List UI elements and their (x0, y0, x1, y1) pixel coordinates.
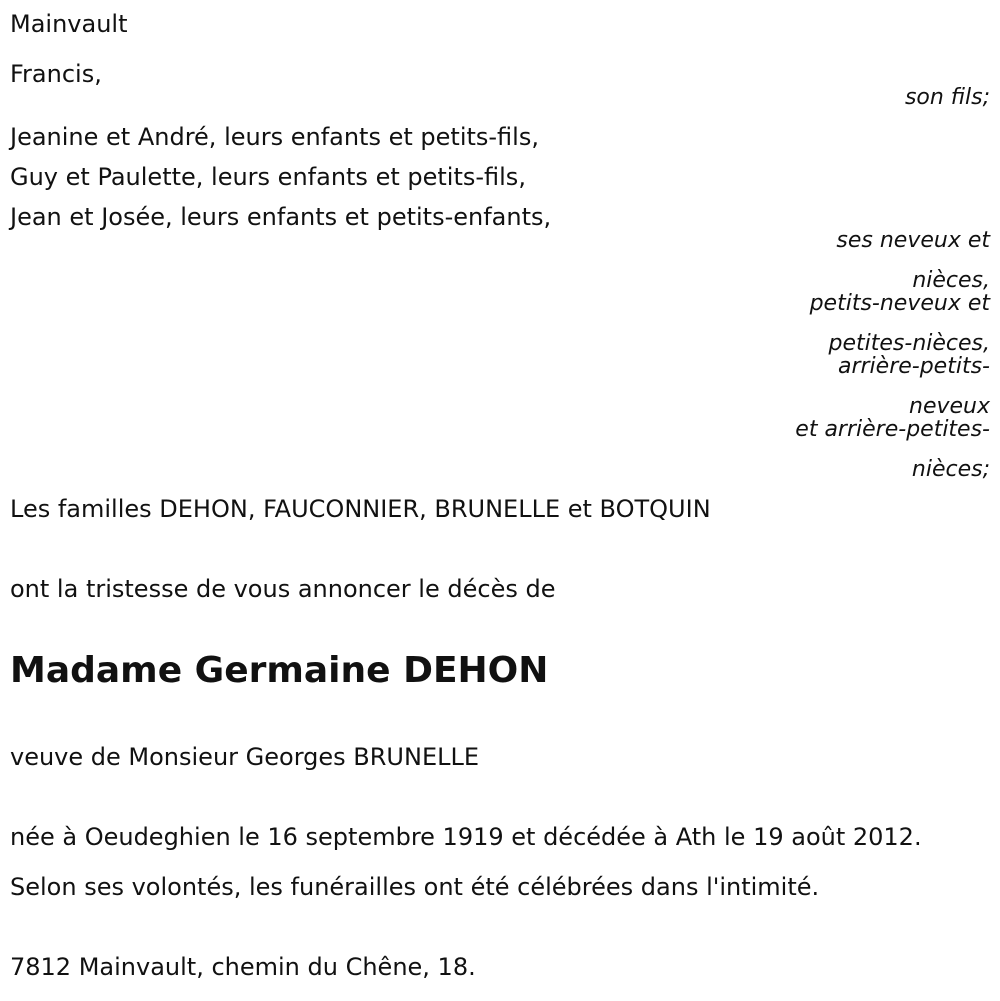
sibling-line-1: Jeanine et André, leurs enfants et petits-fils, (10, 123, 539, 151)
relation-line-7: et arrière-petites- (795, 417, 990, 442)
funeral-line: Selon ses volontés, les funérailles ont été célébrées dans l'intimité. (10, 873, 820, 901)
relation-line-4: petites-nièces, (828, 331, 990, 356)
announcement-line: ont la tristesse de vous annoncer le décès de (10, 575, 556, 603)
son-relation: son fils; (904, 85, 990, 110)
relation-line-1: ses neveux et (836, 228, 990, 253)
relation-line-3: petits-neveux et (809, 291, 990, 316)
son-name: Francis, (10, 60, 102, 88)
relation-line-5: arrière-petits- (837, 354, 990, 379)
sibling-line-3: Jean et Josée, leurs enfants et petits-enfants, (10, 203, 552, 231)
relation-line-8: nièces; (911, 457, 990, 482)
sibling-line-2: Guy et Paulette, leurs enfants et petits-fils, (10, 163, 526, 191)
deceased-name: Madame Germaine DEHON (10, 650, 549, 691)
location-heading: Mainvault (10, 10, 128, 38)
birth-death-line: née à Oeudeghien le 16 septembre 1919 et décédée à Ath le 19 août 2012. (10, 823, 922, 851)
relation-line-6: neveux (909, 394, 990, 419)
relation-line-2: nièces, (912, 268, 990, 293)
widow-line: veuve de Monsieur Georges BRUNELLE (10, 743, 480, 771)
address-line: 7812 Mainvault, chemin du Chêne, 18. (10, 953, 476, 981)
families-line: Les familles DEHON, FAUCONNIER, BRUNELLE et BOTQUIN (10, 495, 711, 523)
